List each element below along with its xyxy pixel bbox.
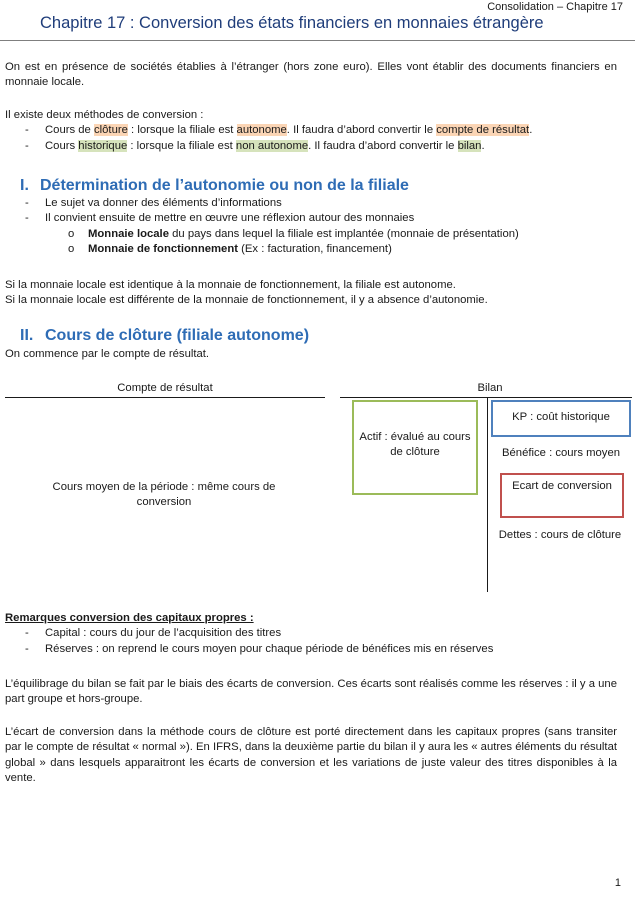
section-1-title: Détermination de l’autonomie ou non de la filiale	[40, 177, 409, 194]
section-2-intro: On commence par le compte de résultat.	[5, 348, 210, 360]
page-number: 1	[614, 877, 621, 889]
actif-box	[352, 400, 478, 495]
highlight-bilan: bilan	[457, 139, 482, 152]
section-2-number: II.	[20, 327, 34, 344]
header-divider	[0, 40, 635, 41]
autonomy-rules	[5, 278, 617, 309]
autonomy-rule-2: Si la monnaie locale est différente de la monnaie de fonctionnement, il y a absence d’autonomie.	[5, 294, 488, 307]
section-2-title: Cours de clôture (filiale autonome)	[45, 327, 310, 344]
highlight-compte-resultat: compte de résultat	[436, 124, 530, 137]
method-cloture: - Cours de clôture : lorsque la filiale est autonome. Il faudra d’abord convertir le compte de résultat.	[5, 123, 617, 138]
highlight-autonome: autonome	[236, 124, 287, 137]
bilan-rule	[340, 397, 632, 398]
autonomy-rule-1: Si la monnaie locale est identique à la monnaie de fonctionnement, la filiale est autonome.	[5, 279, 456, 291]
remarques-title: Remarques conversion des capitaux propres :	[5, 612, 254, 624]
ecart-text: Ecart de conversion	[512, 480, 612, 492]
section-2-heading	[20, 325, 309, 347]
kp-text: KP : coût historique	[512, 411, 610, 423]
section-1-number: I.	[20, 177, 29, 194]
section-1-heading	[20, 175, 409, 197]
methods-list	[5, 123, 617, 154]
cours-moyen-text: Cours moyen de la période : même cours de conversion	[52, 481, 276, 509]
highlight-historique: historique	[78, 139, 128, 152]
intro-paragraph: On est en présence de sociétés établies à l’étranger (hors zone euro). Elles vont établir des documents financiers en monnaie locale.	[5, 61, 617, 89]
bilan-vertical-rule	[487, 397, 488, 592]
section-1-body	[5, 196, 617, 257]
section-1-bullet-1: - Le sujet va donner des éléments d’informations	[5, 196, 617, 211]
remarque-reserves: - Réserves : on reprend le cours moyen pour chaque période de bénéfices mis en réserves	[5, 642, 617, 657]
section-1-bullet-2: - Il convient ensuite de mettre en œuvre une réflexion autour des monnaies	[5, 211, 617, 226]
section-1-sub-1: o Monnaie locale du pays dans lequel la filiale est implantée (monnaie de présentation)	[5, 227, 617, 242]
method-historique: - Cours historique : lorsque la filiale est non autonome. Il faudra d’abord convertir le bilan.	[5, 139, 617, 154]
dettes-text: Dettes : cours de clôture	[498, 529, 622, 541]
bilan-header: Bilan	[477, 382, 503, 394]
highlight-cloture: clôture	[93, 124, 128, 137]
equilibrage-paragraph: L’équilibrage du bilan se fait par le biais des écarts de conversion. Ces écarts sont réalisés comme les réserves : il y a une part groupe et hors-groupe.	[5, 678, 617, 706]
remarques-block	[5, 611, 617, 657]
chapter-title: Chapitre 17 : Conversion des états financiers en monnaies étrangère	[40, 14, 544, 32]
compte-resultat-header: Compte de résultat	[117, 382, 213, 394]
highlight-non-autonome: non autonome	[235, 139, 309, 152]
ecart-box	[500, 473, 624, 518]
methods-block	[5, 108, 617, 154]
remarque-capital: - Capital : cours du jour de l’acquisition des titres	[5, 626, 617, 641]
running-head: Consolidation – Chapitre 17	[487, 1, 623, 13]
benefice-text: Bénéfice : cours moyen	[501, 447, 621, 459]
compte-resultat-rule	[5, 397, 325, 398]
methods-lead: Il existe deux méthodes de conversion :	[5, 109, 204, 121]
kp-box	[491, 400, 631, 437]
ecart-paragraph: L’écart de conversion dans la méthode cours de clôture est porté directement dans les capitaux propres (sans transiter par le compte de résultat « normal »). En IFRS, dans la deuxième partie du bilan il y aura les « autres éléments du résultat global » dans lesquels apparaitront les écarts de conversion et les variations de juste valeur des titres disponibles à la vente.	[5, 726, 617, 785]
actif-text: Actif : évalué au cours de clôture	[359, 431, 471, 459]
section-1-sub-2: o Monnaie de fonctionnement (Ex : facturation, financement)	[5, 242, 617, 257]
